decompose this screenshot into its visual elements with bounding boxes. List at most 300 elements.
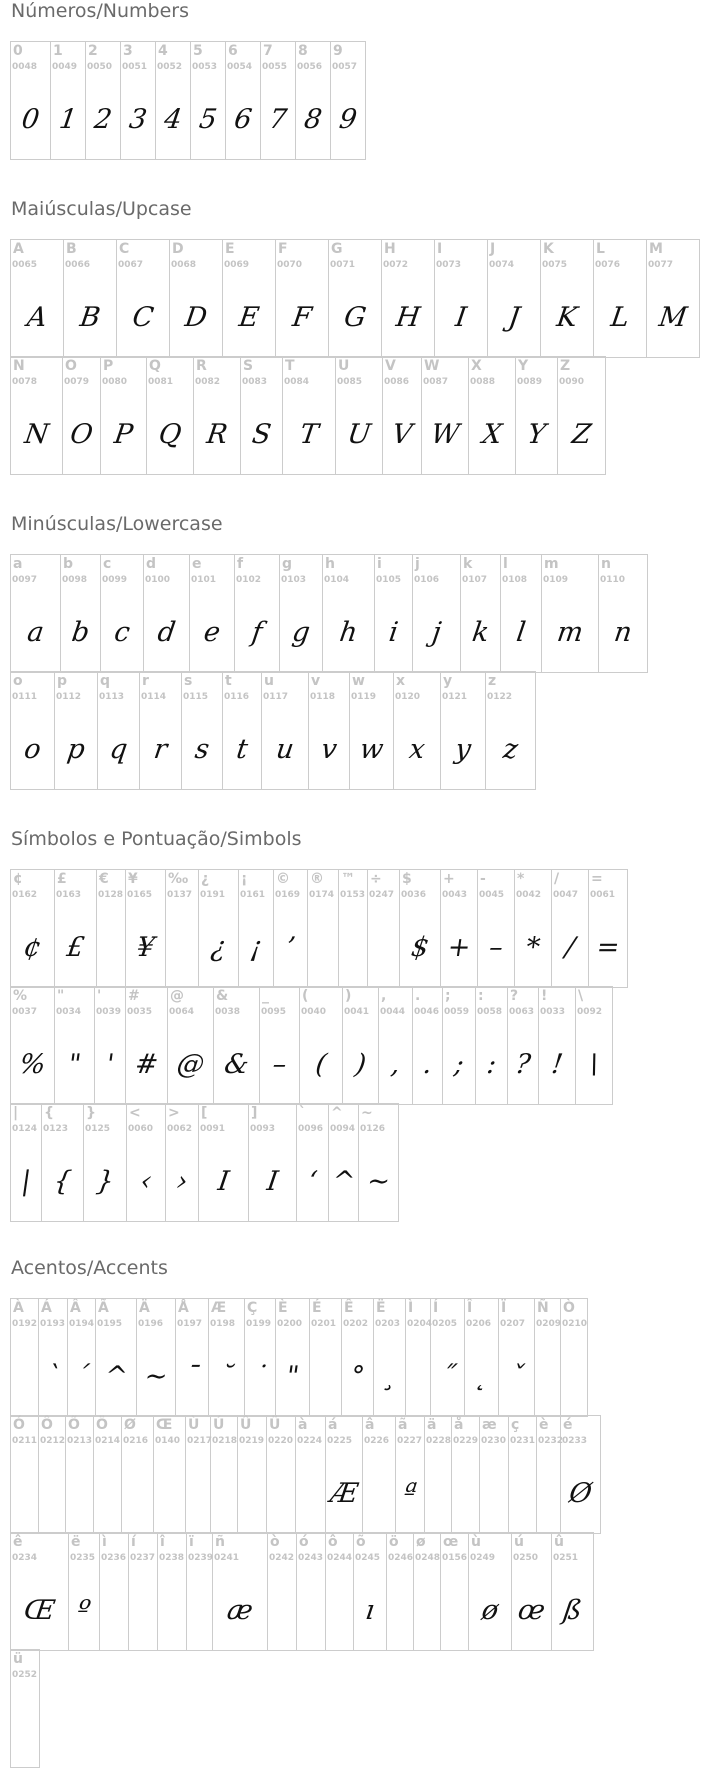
glyph-label: Õ (68, 1417, 80, 1433)
glyph-code: 0209 (536, 1319, 562, 1329)
glyph-label: å (454, 1417, 464, 1433)
glyph-cell (561, 1299, 588, 1416)
glyph-label: > (168, 1105, 180, 1121)
glyph-code: 0156 (442, 1553, 468, 1563)
glyph-sample: ? (513, 1049, 533, 1080)
glyph-code: 0251 (553, 1553, 579, 1563)
glyph-code: 0122 (487, 692, 513, 702)
glyph-cell (552, 1533, 594, 1650)
glyph-label: p (57, 673, 68, 689)
glyph-sample: : (484, 1049, 499, 1080)
glyph-cell (480, 1416, 509, 1533)
glyph-cell (276, 1299, 310, 1416)
glyph-code: 0054 (227, 62, 253, 72)
glyph-cell (101, 555, 144, 672)
glyph-cell (499, 1299, 535, 1416)
glyph-sample: ' (104, 1049, 116, 1080)
glyph-label: Y (518, 358, 529, 374)
glyph-cell (537, 1416, 564, 1533)
glyph-label: I (437, 241, 443, 257)
glyph-sample: . (421, 1049, 435, 1080)
glyph-label: x (396, 673, 406, 689)
glyph-label: î (160, 1534, 165, 1550)
glyph-cell (535, 1299, 561, 1416)
glyph-sample: X (480, 419, 504, 450)
glyph-sample: 8 (302, 104, 324, 135)
glyph-sample: C (130, 302, 156, 333)
glyph-sample: H (394, 302, 423, 333)
glyph-cell (147, 357, 194, 474)
glyph-label: Ã (98, 1300, 109, 1316)
glyph-label: ò (270, 1534, 280, 1550)
glyph-sample: Q (156, 419, 184, 450)
glyph-label: L (596, 241, 605, 257)
glyph-label: s (184, 673, 193, 689)
glyph-cell (478, 870, 515, 987)
glyph-sample: ( (313, 1049, 329, 1080)
section-title-simbolos-e-pontuacao-simbols: Símbolos e Pontuação/Simbols (11, 828, 302, 850)
glyph-label: % (13, 988, 28, 1004)
glyph-code: 0083 (242, 377, 268, 387)
glyph-sample: æ (225, 1595, 255, 1626)
glyph-label: | (13, 1105, 19, 1121)
glyph-cell (144, 555, 190, 672)
glyph-label: S (243, 358, 254, 374)
glyph-label: ^ (331, 1105, 343, 1121)
glyph-code: 0077 (648, 260, 674, 270)
glyph-cell (509, 1416, 537, 1533)
glyph-sample: Y (525, 419, 548, 450)
glyph-label: Ø (124, 1417, 136, 1433)
glyph-label: X (471, 358, 482, 374)
glyph-code: 0195 (97, 1319, 123, 1329)
glyph-cell (296, 42, 331, 159)
glyph-label: _ (262, 988, 269, 1004)
glyph-label: Œ (156, 1417, 173, 1433)
glyph-row (10, 356, 606, 475)
glyph-cell (186, 1416, 211, 1533)
glyph-label: ê (13, 1534, 23, 1550)
glyph-cell (350, 672, 394, 789)
glyph-code: 0239 (188, 1553, 214, 1563)
glyph-code: 0231 (510, 1436, 536, 1446)
glyph-sample: u (274, 734, 296, 765)
glyph-label: # (128, 988, 140, 1004)
glyph-label: ô (328, 1534, 338, 1550)
glyph-cell (501, 555, 542, 672)
glyph-cell (166, 1104, 199, 1221)
glyph-cell (413, 555, 461, 672)
glyph-code: 0063 (509, 1007, 535, 1017)
glyph-label: J (490, 241, 496, 257)
glyph-label: z (488, 673, 497, 689)
glyph-code: 0062 (167, 1124, 193, 1134)
glyph-label: Ó (13, 1417, 25, 1433)
glyph-sample: { (51, 1166, 74, 1197)
glyph-label: á (328, 1417, 338, 1433)
glyph-code: 0161 (240, 890, 266, 900)
glyph-cell (280, 555, 323, 672)
glyph-label: = (591, 871, 603, 887)
glyph-label: Ô (41, 1417, 53, 1433)
glyph-label: h (325, 556, 335, 572)
glyph-sample: o (22, 734, 43, 765)
glyph-code: 0119 (351, 692, 377, 702)
glyph-cell (168, 987, 214, 1104)
glyph-sample: ` (44, 1361, 62, 1392)
glyph-cell (508, 987, 539, 1104)
glyph-cell (126, 870, 166, 987)
glyph-code: 0244 (327, 1553, 353, 1563)
glyph-cell (561, 1416, 601, 1533)
glyph-code: 0052 (157, 62, 183, 72)
glyph-code: 0216 (123, 1436, 149, 1446)
glyph-sample: , (389, 1049, 403, 1080)
glyph-sample: D (183, 302, 210, 333)
glyph-code: 0121 (442, 692, 468, 702)
glyph-cell (86, 42, 121, 159)
glyph-code: 0041 (344, 1007, 370, 1017)
glyph-code: 0120 (395, 692, 421, 702)
glyph-label: w (352, 673, 365, 689)
glyph-cell (64, 240, 117, 357)
glyph-label: v (311, 673, 321, 689)
glyph-cell (245, 1299, 276, 1416)
glyph-code: 0058 (477, 1007, 503, 1017)
glyph-cell (300, 987, 343, 1104)
glyph-code: 0103 (281, 575, 307, 585)
glyph-sample: " (66, 1049, 83, 1080)
glyph-sample: # (133, 1049, 161, 1080)
glyph-label: @ (170, 988, 184, 1004)
glyph-cell (296, 1416, 326, 1533)
glyph-code: 0056 (297, 62, 323, 72)
glyph-label: Q (149, 358, 161, 374)
glyph-cell (84, 1104, 127, 1221)
glyph-cell (469, 1533, 512, 1650)
glyph-sample: ‹ (138, 1166, 154, 1197)
glyph-cell (68, 1299, 96, 1416)
glyph-sample: ´ (72, 1361, 91, 1392)
glyph-code: 0039 (96, 1007, 122, 1017)
glyph-code: 0237 (130, 1553, 156, 1563)
glyph-sample: v (319, 734, 339, 765)
glyph-sample: n (612, 617, 634, 648)
glyph-code: 0113 (99, 692, 125, 702)
glyph-code: 0162 (12, 890, 38, 900)
glyph-cell (394, 672, 441, 789)
glyph-label: œ (443, 1534, 459, 1550)
glyph-code: 0193 (40, 1319, 66, 1329)
glyph-cell (515, 870, 552, 987)
glyph-label: ï (189, 1534, 194, 1550)
glyph-sample: I (453, 302, 469, 333)
glyph-cell (267, 1416, 296, 1533)
glyph-sample: ‘ (306, 1166, 320, 1197)
glyph-label: Í (433, 1300, 439, 1316)
glyph-cell (11, 987, 55, 1104)
glyph-code: 0249 (470, 1553, 496, 1563)
glyph-label: n (601, 556, 611, 572)
glyph-code: 0104 (324, 575, 350, 585)
glyph-code: 0217 (187, 1436, 213, 1446)
glyph-cell (558, 357, 606, 474)
glyph-code: 0123 (43, 1124, 69, 1134)
glyph-sample: P (112, 419, 135, 450)
glyph-code: 0101 (191, 575, 217, 585)
glyph-code: 0245 (355, 1553, 381, 1563)
glyph-cell (512, 1533, 552, 1650)
glyph-row (10, 1649, 40, 1768)
glyph-sample: m (555, 617, 586, 648)
glyph-label: 9 (333, 43, 343, 59)
glyph-sample: a (25, 617, 46, 648)
glyph-label: À (13, 1300, 24, 1316)
glyph-label: $ (402, 871, 412, 887)
glyph-code: 0234 (12, 1553, 38, 1563)
glyph-row (10, 1298, 588, 1417)
glyph-sample: ı (363, 1595, 377, 1626)
glyph-code: 0088 (470, 377, 496, 387)
glyph-cell (42, 1104, 84, 1221)
glyph-label: j (415, 556, 420, 572)
glyph-code: 0099 (102, 575, 128, 585)
glyph-label: + (443, 871, 455, 887)
glyph-code: 0206 (466, 1319, 492, 1329)
glyph-code: 0246 (388, 1553, 414, 1563)
glyph-code: 0043 (442, 890, 468, 900)
glyph-code: 0110 (600, 575, 626, 585)
glyph-sample: f (249, 617, 265, 648)
glyph-cell (363, 1416, 396, 1533)
glyph-label: m (544, 556, 559, 572)
glyph-code: 0203 (375, 1319, 401, 1329)
glyph-code: 0050 (87, 62, 113, 72)
glyph-sample: } (94, 1166, 116, 1197)
glyph-sample: ˘ (217, 1361, 236, 1392)
glyph-row (10, 1415, 601, 1534)
glyph-cell (238, 1416, 267, 1533)
glyph-sample: ° (348, 1361, 367, 1392)
glyph-label: a (13, 556, 23, 572)
glyph-label: e (192, 556, 202, 572)
glyph-cell (452, 1416, 480, 1533)
glyph-label: ÷ (370, 871, 382, 887)
glyph-code: 0096 (298, 1124, 324, 1134)
glyph-cell (61, 555, 101, 672)
glyph-code: 0100 (145, 575, 171, 585)
glyph-label: * (517, 871, 525, 887)
glyph-label: © (276, 871, 290, 887)
glyph-label: } (86, 1105, 96, 1121)
glyph-code: 0228 (426, 1436, 452, 1446)
glyph-label: õ (356, 1534, 366, 1550)
glyph-code: 0197 (177, 1319, 203, 1329)
glyph-label: Ö (96, 1417, 108, 1433)
glyph-code: 0238 (159, 1553, 185, 1563)
glyph-cell (406, 1299, 431, 1416)
glyph-sample: / (563, 932, 577, 963)
glyph-code: 0061 (590, 890, 616, 900)
glyph-sample: @ (174, 1049, 207, 1080)
glyph-code: 0093 (250, 1124, 276, 1134)
glyph-cell (594, 240, 647, 357)
section-title-numeros-numbers: Números/Numbers (11, 0, 189, 22)
glyph-code: 0111 (12, 692, 38, 702)
glyph-code: 0038 (215, 1007, 241, 1017)
glyph-code: 0202 (343, 1319, 369, 1329)
glyph-code: 0078 (12, 377, 38, 387)
glyph-sample: E (237, 302, 262, 333)
glyph-sample: N (22, 419, 51, 450)
glyph-sample: g (290, 617, 312, 648)
glyph-label: ™ (341, 871, 355, 887)
glyph-code: 0163 (56, 890, 82, 900)
glyph-sample: ¯ (183, 1361, 201, 1392)
glyph-cell (374, 1299, 406, 1416)
glyph-sample: e (201, 617, 223, 648)
glyph-label: Å (178, 1300, 189, 1316)
glyph-label: Ä (139, 1300, 150, 1316)
glyph-code: 0048 (12, 62, 38, 72)
glyph-label: Æ (211, 1300, 227, 1316)
glyph-sample: y (453, 734, 473, 765)
glyph-cell (55, 987, 95, 1104)
glyph-label: { (44, 1105, 54, 1121)
glyph-cell (297, 1533, 326, 1650)
glyph-sample: ’ (284, 932, 298, 963)
glyph-sample: W (429, 419, 462, 450)
glyph-cell (431, 1299, 465, 1416)
glyph-code: 0084 (284, 377, 310, 387)
glyph-label: è (539, 1417, 549, 1433)
glyph-label: 5 (193, 43, 203, 59)
glyph-code: 0213 (67, 1436, 93, 1446)
glyph-code: 0252 (12, 1670, 38, 1680)
glyph-label: y (443, 673, 453, 689)
glyph-cell (343, 987, 379, 1104)
glyph-code: 0087 (423, 377, 449, 387)
glyph-label: / (554, 871, 560, 887)
glyph-label: ¥ (128, 871, 138, 887)
glyph-label: b (63, 556, 74, 572)
glyph-label: ? (510, 988, 519, 1004)
glyph-sample: + (445, 932, 473, 963)
glyph-code: 0071 (330, 260, 356, 270)
glyph-label: ä (427, 1417, 437, 1433)
glyph-code: 0169 (275, 890, 301, 900)
glyph-sample: i (387, 617, 401, 648)
glyph-sample: ~ (365, 1166, 393, 1197)
glyph-code: 0075 (542, 260, 568, 270)
glyph-label: u (264, 673, 274, 689)
glyph-sample: " (284, 1361, 301, 1392)
glyph-label: ó (299, 1534, 309, 1550)
glyph-code: 0199 (246, 1319, 272, 1329)
glyph-label: ¡ (241, 871, 248, 887)
glyph-code: 0137 (167, 890, 193, 900)
glyph-cell (326, 1533, 354, 1650)
glyph-cell (187, 1533, 213, 1650)
glyph-code: 0126 (360, 1124, 386, 1134)
glyph-row (10, 1532, 594, 1651)
glyph-sample: r (151, 734, 170, 765)
glyph-code: 0035 (127, 1007, 153, 1017)
glyph-label: £ (57, 871, 67, 887)
glyph-label: f (237, 556, 244, 572)
glyph-cell (127, 1104, 166, 1221)
glyph-code: 0205 (432, 1319, 458, 1329)
glyph-code: 0211 (12, 1436, 38, 1446)
glyph-sample: p (65, 734, 87, 765)
glyph-label: E (225, 241, 235, 257)
glyph-sample: j (430, 617, 443, 648)
glyph-sample: I (216, 1166, 232, 1197)
glyph-label: û (554, 1534, 564, 1550)
glyph-label: ‰ (168, 871, 189, 887)
glyph-code: 0066 (65, 260, 91, 270)
glyph-label: 4 (158, 43, 168, 59)
glyph-code: 0070 (277, 260, 303, 270)
glyph-cell (223, 672, 262, 789)
glyph-cell (387, 1533, 414, 1650)
glyph-code: 0204 (407, 1319, 433, 1329)
glyph-code: 0117 (263, 692, 289, 702)
glyph-code: 0037 (12, 1007, 38, 1017)
glyph-label: Û (240, 1417, 252, 1433)
glyph-cell (199, 870, 239, 987)
glyph-code: 0049 (52, 62, 78, 72)
glyph-label: ø (416, 1534, 426, 1550)
glyph-label: & (216, 988, 229, 1004)
glyph-sample: I (265, 1166, 281, 1197)
glyph-label: K (543, 241, 554, 257)
glyph-cell (235, 555, 280, 672)
glyph-cell (599, 555, 648, 672)
glyph-code: 0128 (98, 890, 124, 900)
glyph-label: - (480, 871, 486, 887)
glyph-sample: A (25, 302, 49, 333)
glyph-sample: | (19, 1166, 33, 1197)
glyph-label: P (103, 358, 114, 374)
glyph-code: 0165 (127, 890, 153, 900)
glyph-code: 0068 (171, 260, 197, 270)
glyph-label: Ï (501, 1300, 507, 1316)
glyph-label: R (196, 358, 207, 374)
glyph-cell (461, 555, 501, 672)
glyph-cell (101, 357, 147, 474)
glyph-sample: ¡ (248, 932, 264, 963)
glyph-code: 0073 (436, 260, 462, 270)
glyph-cell (488, 240, 541, 357)
glyph-label: \ (578, 988, 584, 1004)
glyph-code: 0057 (332, 62, 358, 72)
glyph-label: d (146, 556, 157, 572)
glyph-label: Ú (213, 1417, 225, 1433)
glyph-code: 0095 (261, 1007, 287, 1017)
glyph-label: M (649, 241, 663, 257)
glyph-cell (422, 357, 469, 474)
glyph-code: 0114 (141, 692, 167, 702)
glyph-label: i (377, 556, 382, 572)
glyph-sample: * (524, 932, 542, 963)
glyph-sample: d (155, 617, 178, 648)
glyph-sample: K (554, 302, 580, 333)
glyph-label: 2 (88, 43, 98, 59)
glyph-cell (11, 240, 64, 357)
glyph-code: 0044 (380, 1007, 406, 1017)
glyph-cell (191, 42, 226, 159)
